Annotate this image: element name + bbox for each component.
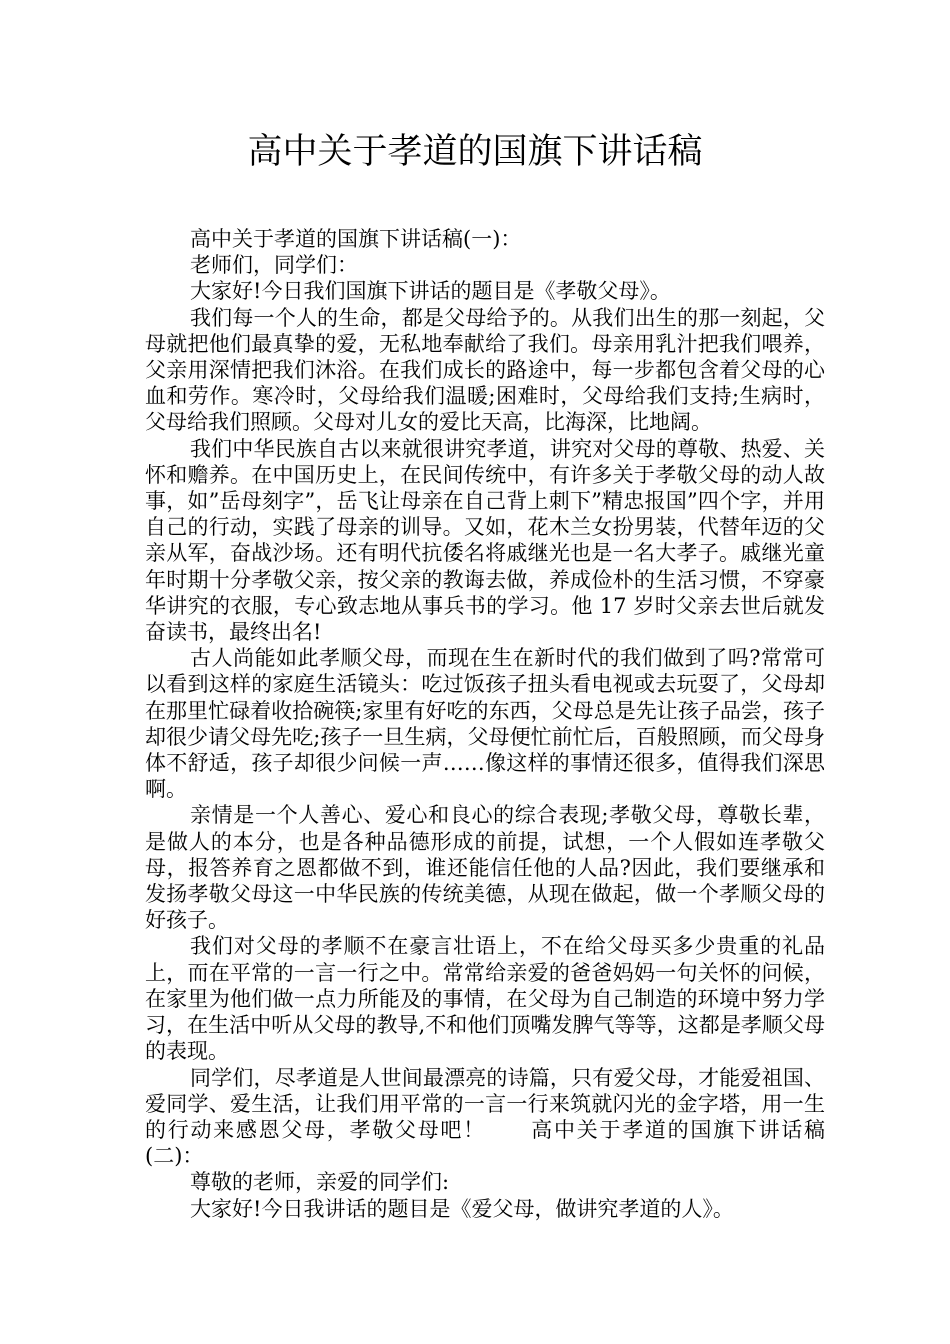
paragraph: 尊敬的老师，亲爱的同学们: (190, 1170, 450, 1195)
paragraph: 老师们，同学们： (190, 253, 358, 278)
paragraph: 我们每一个人的生命，都是父母给予的。从我们出生的那一刻起，父母就把他们最真挚的爱，无私地奉献给了我们。母亲用乳汁把我们喂养，父亲用深情把我们沐浴。在我们成长的路途中，每一步都包含着父母的心血和劳作。寒冷时，父母给我们温暖;困难时，父母给我们支持;生病时，父母给我们照顾。父母对儿女的爱比天高，比海深，比地阔。 (145, 305, 825, 435)
paragraph: 古人尚能如此孝顺父母，而现在生在新时代的我们做到了吗?常常可以看到这样的家庭生活镜头：吃过饭孩子扭头看电视或去玩耍了，父母却在那里忙碌着收拾碗筷;家里有好吃的东西，父母总是先让孩子品尝，孩子却很少请父母先吃;孩子一旦生病，父母便忙前忙后，百般照顾，而父母身体不舒适，孩子却很少问候一声……像这样的事情还很多，值得我们深思啊。 (145, 646, 825, 802)
paragraph: 大家好!今日我们国旗下讲话的题目是《孝敬父母》。 (190, 279, 671, 304)
paragraph: 我们对父母的孝顺不在豪言壮语上，不在给父母买多少贵重的礼品上，而在平常的一言一行之中。常常给亲爱的爸爸妈妈一句关怀的问候，在家里为他们做一点力所能及的事情，在父母为自己制造的环境中努力学习，在生活中听从父母的教导,不和他们顶嘴发脾气等等，这都是孝顺父母的表现。 (145, 934, 825, 1064)
paragraph: 我们中华民族自古以来就很讲究孝道，讲究对父母的尊敬、热爱、关怀和赡养。在中国历史上，在民间传统中，有许多关于孝敬父母的动人故事，如”岳母刻字”，岳飞让母亲在自己背上刺下”精忠报国”四个字，并用自己的行动，实践了母亲的训导。又如，花木兰女扮男装，代替年迈的父亲从军，奋战沙场。还有明代抗倭名将戚继光也是一名大孝子。戚继光童年时期十分孝敬父亲，按父亲的教诲去做，养成俭朴的生活习惯，不穿豪华讲究的衣服，专心致志地从事兵书的学习。他 17 岁时父亲去世后就发奋读书，最终出名! (145, 436, 825, 645)
document-body (145, 226, 825, 1222)
paragraph: 同学们，尽孝道是人世间最漂亮的诗篇，只有爱父母，才能爱祖国、爱同学、爱生活，让我们用平常的一言一行来筑就闪光的金字塔，用一生的行动来感恩父母，孝敬父母吧！ 高中关于孝道的国旗下讲话稿(二)： (145, 1065, 825, 1169)
paragraph: 大家好!今日我讲话的题目是《爱父母，做讲究孝道的人》。 (190, 1196, 734, 1221)
paragraph: 高中关于孝道的国旗下讲话稿(一)： (190, 227, 522, 251)
paragraph: 亲情是一个人善心、爱心和良心的综合表现;孝敬父母，尊敬长辈，是做人的本分，也是各种品德形成的前提，试想，一个人假如连孝敬父母，报答养育之恩都做不到，谁还能信任他的人品?因此，我们要继承和发扬孝敬父母这一中华民族的传统美德，从现在做起，做一个孝顺父母的好孩子。 (145, 803, 825, 933)
document-title: 高中关于孝道的国旗下讲话稿 (247, 132, 703, 172)
